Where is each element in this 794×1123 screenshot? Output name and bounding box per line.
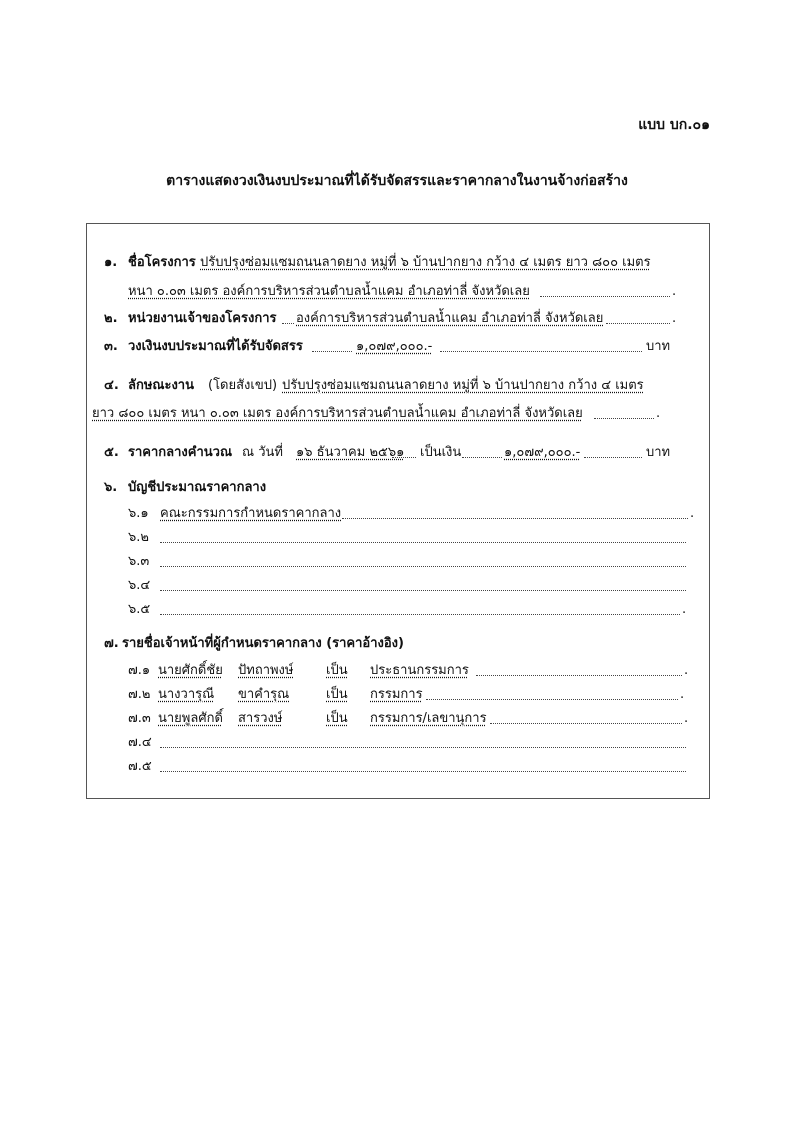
official-row-number: ๗.๒: [128, 687, 151, 702]
price-unit: บาท: [646, 445, 671, 460]
official-row-end: .: [684, 663, 689, 678]
official-surname: ปัทถาพงษ์: [238, 663, 294, 678]
official-as: เป็น: [326, 711, 348, 726]
item1-number: ๑.: [104, 255, 118, 270]
work-description-line2: ยาว ๘๐๐ เมตร หนา ๐.๐๓ เมตร องค์การบริหารส่วนตำบลน้ำแคม อำเภอท่าลี่ จังหวัดเลย: [92, 406, 583, 421]
official-role: กรรมการ/เลขานุการ: [370, 711, 487, 726]
document-title: ตารางแสดงวงเงินงบประมาณที่ได้รับจัดสรรและราคากลางในงานจ้างก่อสร้าง: [166, 173, 628, 189]
price-list-row-number: ๖.๑: [128, 506, 149, 521]
item4-number: ๔.: [104, 378, 119, 393]
item4-note: (โดยสังเขป): [208, 378, 278, 393]
price-dots-end: [584, 457, 642, 458]
official-row-dots: [160, 771, 686, 772]
owner-agency: องค์การบริหารส่วนตำบลน้ำแคม อำเภอท่าลี่ จังหวัดเลย: [296, 311, 604, 326]
budget-dots-end: [440, 351, 642, 352]
official-as: เป็น: [326, 687, 348, 702]
official-row-dots: [476, 675, 682, 676]
official-row-number: ๗.๕: [128, 759, 152, 774]
item3-label: วงเงินงบประมาณที่ได้รับจัดสรร: [128, 339, 303, 354]
item6-number: ๖.: [104, 480, 118, 495]
price-list-row-dots: [160, 590, 686, 591]
price-dots-start: [462, 457, 502, 458]
price-list-row-text: คณะกรรมการกำหนดราคากลาง: [160, 506, 342, 521]
item1-end: .: [672, 284, 677, 299]
work-description-line1: ปรับปรุงซ่อมแซมถนนลาดยาง หมู่ที่ ๖ บ้านปากยาง กว้าง ๔ เมตร: [282, 378, 644, 393]
official-row-number: ๗.๑: [128, 663, 151, 678]
project-name-line2: หนา ๐.๐๓ เมตร องค์การบริหารส่วนตำบลน้ำแคม อำเภอท่าลี่ จังหวัดเลย: [128, 284, 530, 299]
price-list-row-dots: [342, 518, 688, 519]
price-list-row-dots: [160, 542, 686, 543]
work-description-dots: [594, 418, 654, 419]
item2-end: .: [672, 311, 677, 326]
item2-number: ๒.: [104, 311, 118, 326]
price-list-row-dots: [160, 566, 686, 567]
budget-unit: บาท: [646, 339, 671, 354]
budget-dots-start: [312, 351, 352, 352]
price-list-row-end: .: [682, 602, 687, 617]
item4-end: .: [656, 406, 661, 421]
budget-amount: ๑,๐๗๙,๐๐๐.-: [356, 339, 433, 354]
item7-label: รายชื่อเจ้าหน้าที่ผู้กำหนดราคากลาง (ราคาอ้างอิง): [122, 636, 404, 651]
owner-dots-end: [606, 323, 670, 324]
price-list-row-number: ๖.๒: [128, 530, 149, 545]
price-list-row-number: ๖.๔: [128, 578, 151, 593]
item5-number: ๕.: [104, 445, 119, 460]
item5-label: ราคากลางคำนวณ: [128, 445, 233, 460]
form-code: แบบ บก.๐๑: [638, 117, 710, 133]
official-row-number: ๗.๔: [128, 735, 152, 750]
project-name-dots: [540, 296, 670, 297]
price-date: ๑๖ ธันวาคม ๒๕๖๑: [296, 445, 405, 460]
item6-label: บัญชีประมาณราคากลาง: [128, 480, 267, 495]
price-list-row-end: .: [690, 506, 695, 521]
official-role: ประธานกรรมการ: [370, 663, 469, 678]
official-row-dots: [160, 747, 686, 748]
date-prefix: ณ วันที่: [242, 445, 283, 460]
price-list-row-dots: [160, 614, 680, 615]
item1-label: ชื่อโครงการ: [128, 255, 196, 270]
date-dots: [392, 457, 416, 458]
price-list-row-number: ๖.๕: [128, 602, 151, 617]
official-row-end: .: [684, 711, 689, 726]
item7-number: ๗.: [104, 636, 119, 651]
official-row-end: .: [680, 687, 685, 702]
item2-label: หน่วยงานเจ้าของโครงการ: [128, 311, 277, 326]
official-role: กรรมการ: [370, 687, 423, 702]
official-row-dots: [426, 699, 678, 700]
official-surname: สารวงษ์: [238, 711, 283, 726]
owner-dots-start: [282, 323, 294, 324]
item3-number: ๓.: [104, 339, 118, 354]
official-row-number: ๗.๓: [128, 711, 151, 726]
official-row-dots: [490, 723, 682, 724]
official-name: นางวารุณี: [158, 687, 215, 702]
price-amount: ๑,๐๗๙,๐๐๐.-: [504, 445, 581, 460]
price-list-row-number: ๖.๓: [128, 554, 150, 569]
official-name: นายศักดิ์ชัย: [158, 663, 223, 678]
amount-prefix: เป็นเงิน: [420, 445, 462, 460]
official-name: นายพูลศักดิ์: [158, 711, 223, 726]
project-name-line1: ปรับปรุงซ่อมแซมถนนลาดยาง หมู่ที่ ๖ บ้านปากยาง กว้าง ๔ เมตร ยาว ๘๐๐ เมตร: [200, 255, 651, 270]
official-as: เป็น: [326, 663, 348, 678]
item4-label: ลักษณะงาน: [128, 378, 194, 393]
official-surname: ขาคำรุณ: [238, 687, 290, 702]
